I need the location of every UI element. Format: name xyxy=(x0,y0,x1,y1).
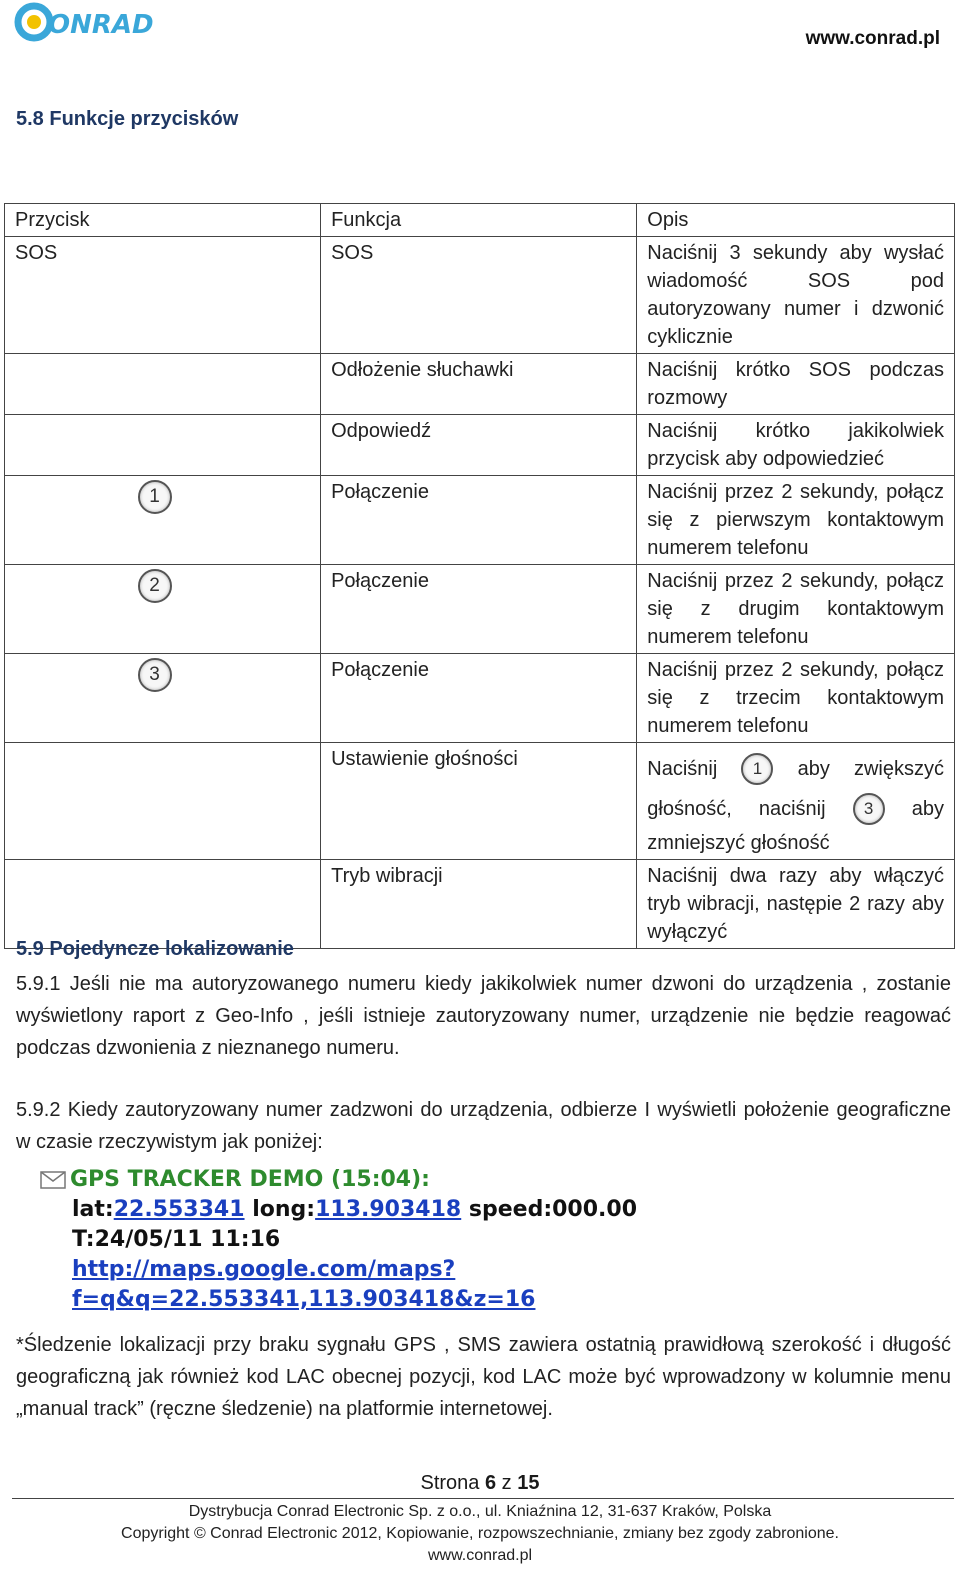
table-row xyxy=(5,860,955,949)
description-cell: Naciśnij dwa razy aby włączyć tryb wibracji, następie 2 razy aby wyłączyć xyxy=(637,860,955,949)
table-row xyxy=(5,415,955,476)
table-row xyxy=(5,654,955,743)
function-cell: Połączenie xyxy=(321,476,637,565)
sms-lat-label: lat: xyxy=(72,1197,114,1222)
section-title-5-8: 5.8 Funkcje przycisków xyxy=(16,108,239,130)
button-cell xyxy=(5,860,321,949)
function-cell: Odpowiedź xyxy=(321,415,637,476)
svg-text:ONRAD: ONRAD xyxy=(48,10,154,40)
page-total: 15 xyxy=(517,1472,540,1494)
gps-note: *Śledzenie lokalizacji przy braku sygnału GPS , SMS zawiera ostatnią prawidłową szerokość i długość geograficzną jak również kod LAC obecnej pozycji, kod LAC może być wprowadzony w kolumnie menu „manual track” (ręczne śledzenie) na platformie internetowej. xyxy=(16,1334,951,1420)
sms-map-link[interactable]: http://maps.google.com/maps? xyxy=(72,1257,456,1282)
button-3-icon: 3 xyxy=(853,793,885,825)
button-functions-table xyxy=(4,203,955,949)
volume-text: Naciśnij xyxy=(647,758,718,780)
header-cell-button: Przycisk xyxy=(5,204,321,237)
button-cell xyxy=(5,354,321,415)
description-cell: Naciśnij krótko jakikolwiek przycisk aby odpowiedzieć xyxy=(637,415,955,476)
sms-map-link-query[interactable]: f=q&q=22.553341,113.903418&z=16 xyxy=(72,1287,536,1312)
description-cell: Naciśnij 3 sekundy aby wysłać wiadomość SOS pod autoryzowany numer i dzwonić cyklicznie xyxy=(637,237,955,354)
volume-text: zwiększyć xyxy=(853,758,944,780)
volume-text: zmniejszyć głośność xyxy=(647,832,830,854)
footer-distribution: Dystrybucja Conrad Electronic Sp. z o.o., ul. Kniaźnina 12, 31-637 Kraków, Polska xyxy=(188,1503,772,1520)
sms-time: T:24/05/11 11:16 xyxy=(72,1227,281,1252)
volume-text: naciśnij xyxy=(758,798,826,820)
button-cell: SOS xyxy=(5,237,321,354)
page-mid: z xyxy=(496,1472,518,1494)
function-cell: SOS xyxy=(321,237,637,354)
button-cell xyxy=(5,565,321,654)
table-row xyxy=(5,354,955,415)
page-number xyxy=(0,1472,960,1495)
sms-title: GPS TRACKER DEMO (15:04): xyxy=(70,1167,430,1192)
sms-long-label: long: xyxy=(252,1197,316,1222)
function-cell: Ustawienie głośności xyxy=(321,743,637,860)
button-cell xyxy=(5,476,321,565)
page-prefix: Strona xyxy=(420,1472,485,1494)
button-3-icon: 3 xyxy=(138,658,172,692)
description-cell xyxy=(637,743,955,860)
header-site-url[interactable]: www.conrad.pl xyxy=(805,28,940,49)
sms-speed: speed:000.00 xyxy=(468,1197,638,1222)
page-current: 6 xyxy=(484,1472,497,1494)
conrad-logo xyxy=(14,2,174,42)
table-row xyxy=(5,743,955,860)
sms-screenshot xyxy=(40,1165,640,1320)
footer-divider xyxy=(12,1498,954,1499)
function-cell: Połączenie xyxy=(321,654,637,743)
description-cell: Naciśnij przez 2 sekundy, połącz się z trzecim kontaktowym numerem telefonu xyxy=(637,654,955,743)
section-title-5-9: 5.9 Pojedyncze lokalizowanie xyxy=(16,938,294,960)
volume-text: aby xyxy=(911,798,944,820)
button-2-icon: 2 xyxy=(138,569,172,603)
function-cell: Tryb wibracji xyxy=(321,860,637,949)
table-row xyxy=(5,476,955,565)
description-cell: Naciśnij przez 2 sekundy, połącz się z drugim kontaktowym numerem telefonu xyxy=(637,565,955,654)
footer-url[interactable]: www.conrad.pl xyxy=(427,1547,533,1564)
volume-text: głośność, xyxy=(647,798,732,820)
function-cell: Połączenie xyxy=(321,565,637,654)
paragraph-5-9-2: 5.9.2 Kiedy zautoryzowany numer zadzwoni do urządzenia, odbierze I wyświetli położenie geograficzne w czasie rzeczywistym jak poniżej: xyxy=(16,1099,951,1153)
volume-text: aby xyxy=(797,758,830,780)
function-cell: Odłożenie słuchawki xyxy=(321,354,637,415)
envelope-icon xyxy=(40,1171,66,1189)
description-cell: Naciśnij przez 2 sekundy, połącz się z pierwszym kontaktowym numerem telefonu xyxy=(637,476,955,565)
header-cell-description: Opis xyxy=(637,204,955,237)
button-cell xyxy=(5,743,321,860)
description-cell: Naciśnij krótko SOS podczas rozmowy xyxy=(637,354,955,415)
table-row xyxy=(5,237,955,354)
paragraph-5-9-1: 5.9.1 Jeśli nie ma autoryzowanego numeru kiedy jakikolwiek numer dzwoni do urządzenia , zostanie wyświetlony raport z Geo-Info , jeśli istnieje zautoryzowany numer, urządzenie nie będzie reagować podczas dzwonienia z nieznanego numeru. xyxy=(16,973,951,1059)
sms-lat-link[interactable]: 22.553341 xyxy=(113,1197,245,1222)
sms-long-link[interactable]: 113.903418 xyxy=(315,1197,462,1222)
button-1-icon: 1 xyxy=(138,480,172,514)
button-cell xyxy=(5,415,321,476)
header-cell-function: Funkcja xyxy=(321,204,637,237)
table-row xyxy=(5,565,955,654)
footer-copyright: Copyright © Conrad Electronic 2012, Kopiowanie, rozpowszechnianie, zmiany bez zgody zabronione. xyxy=(121,1525,839,1542)
button-1-icon: 1 xyxy=(741,753,773,785)
button-cell xyxy=(5,654,321,743)
table-header-row xyxy=(5,204,955,237)
